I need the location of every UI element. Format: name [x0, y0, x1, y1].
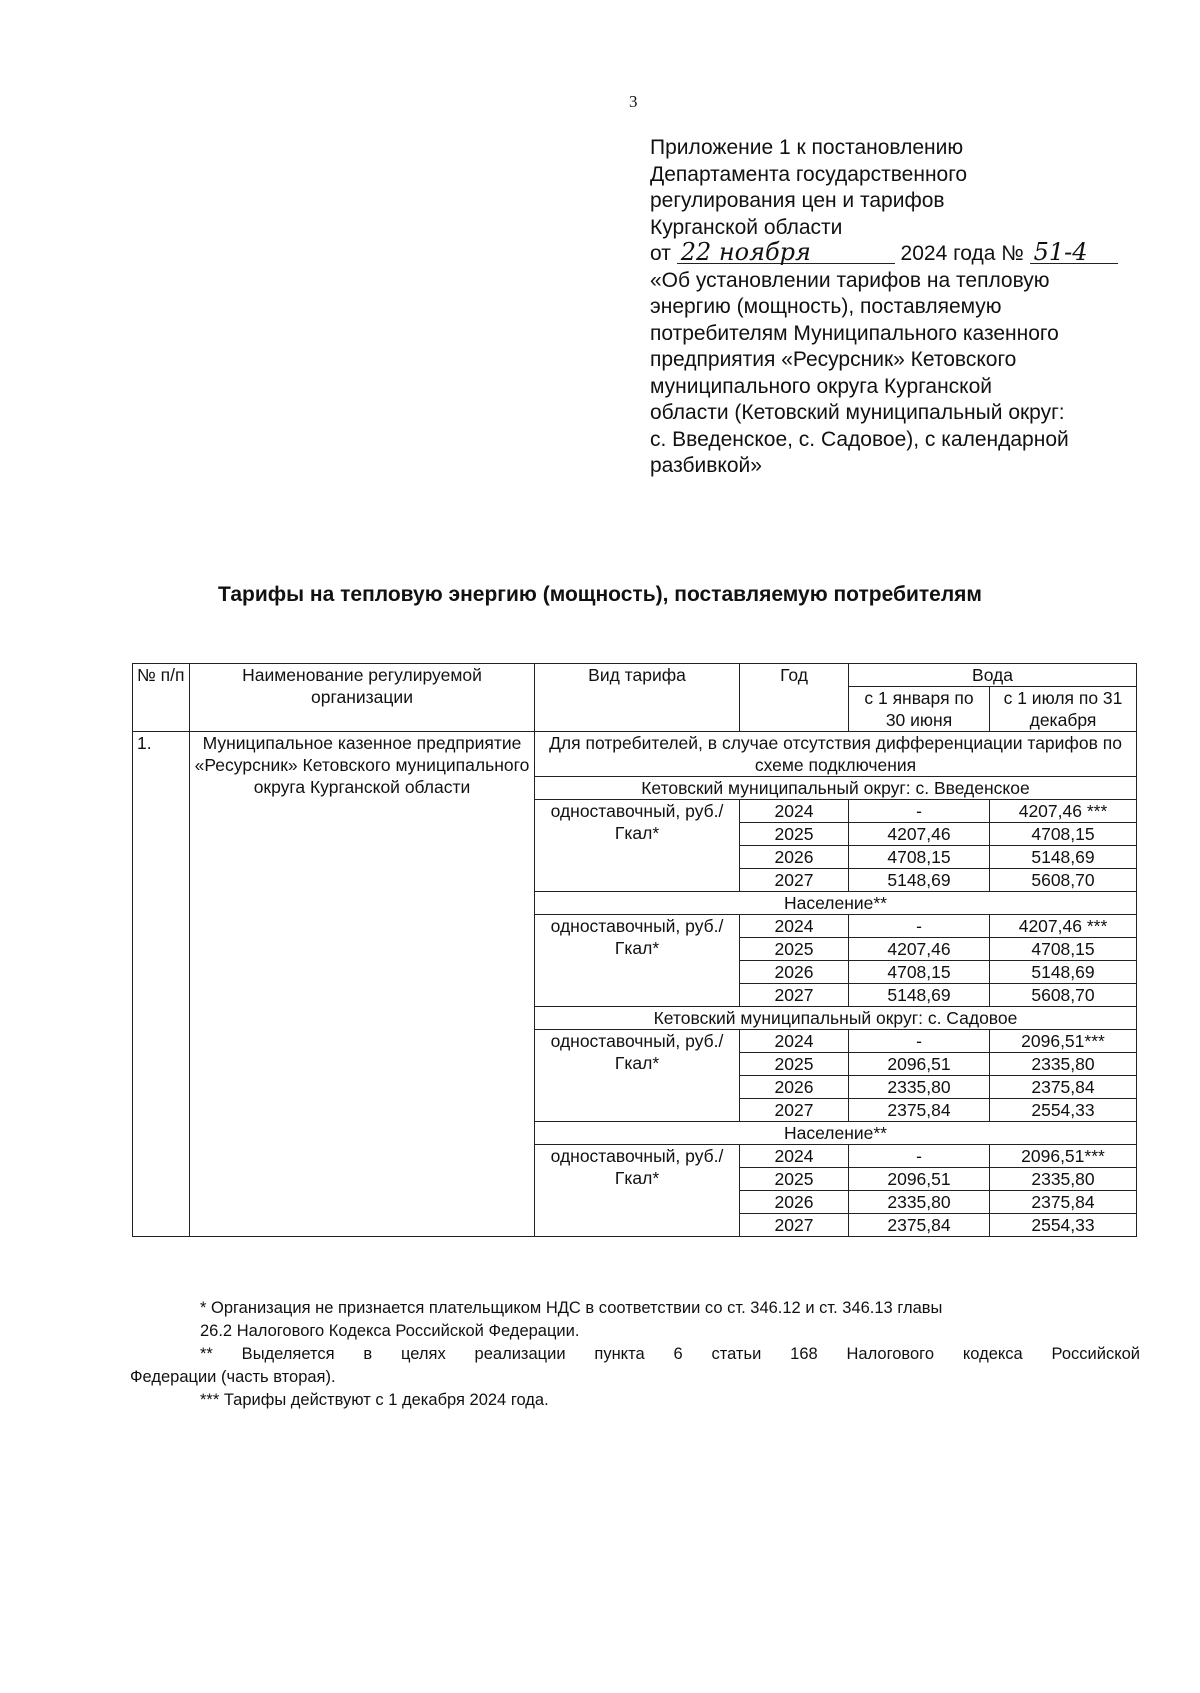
year-cell: 2025 [740, 938, 849, 961]
header-org: Наименование регулируемой организации [190, 664, 535, 732]
footnote-1-line2: 26.2 Налогового Кодекса Российской Федерации. [200, 1322, 580, 1340]
tariff-type: одноставочный, руб./Гкал* [535, 1145, 740, 1237]
period1-value: 4708,15 [849, 846, 990, 869]
year-cell: 2024 [740, 1030, 849, 1053]
district-label: Кетовский муниципальный округ: с. Садовое [535, 1007, 1137, 1030]
footnotes [130, 1297, 1140, 1412]
subject-line: с. Введенское, с. Садовое), с календарной [650, 427, 1069, 451]
period1-value: 4708,15 [849, 961, 990, 984]
tariff-type: одноставочный, руб./Гкал* [535, 800, 740, 892]
period2-value: 2335,80 [990, 1053, 1137, 1076]
appendix-line: Курганской области [650, 215, 843, 239]
subject-line: «Об установлении тарифов на тепловую [650, 268, 1050, 292]
consumer-note: Для потребителей, в случае отсутствия дифференциации тарифов по схеме подключения [535, 732, 1137, 777]
period1-value: - [849, 1145, 990, 1168]
footnote-1-line1: * Организация не признается плательщиком НДС в соответствии со ст. 346.12 и ст. 346.13 главы [200, 1299, 943, 1317]
tariff-type: одноставочный, руб./Гкал* [535, 1030, 740, 1122]
period2-value: 5148,69 [990, 846, 1137, 869]
year-cell: 2026 [740, 1076, 849, 1099]
year-text: 2024 года № [900, 242, 1024, 265]
period1-value: - [849, 800, 990, 823]
year-cell: 2027 [740, 984, 849, 1007]
page-number: 3 [629, 92, 638, 111]
period1-value: 2375,84 [849, 1214, 990, 1237]
appendix-line: Департамента государственного [650, 162, 968, 186]
period2-value: 2554,33 [990, 1099, 1137, 1122]
period2-value: 4207,46 *** [990, 915, 1137, 938]
period2-value: 2375,84 [990, 1076, 1137, 1099]
period1-value: 2375,84 [849, 1099, 990, 1122]
period1-value: 2335,80 [849, 1191, 990, 1214]
period2-value: 4207,46 *** [990, 800, 1137, 823]
date-line [650, 238, 1170, 268]
period1-value: 5148,69 [849, 984, 990, 1007]
tariff-type: одноставочный, руб./Гкал* [535, 915, 740, 1007]
appendix-line: Приложение 1 к постановлению [650, 136, 964, 159]
year-cell: 2025 [740, 823, 849, 846]
header-tariff-type: Вид тарифа [535, 664, 740, 732]
subject-line: предприятия «Ресурсник» Кетовского [650, 348, 1017, 371]
period2-value: 2375,84 [990, 1191, 1137, 1214]
table-row [133, 732, 1137, 777]
population-label: Население** [535, 1122, 1137, 1145]
header-no: № п/п [133, 664, 190, 732]
appendix-header [650, 135, 1170, 480]
header-period2: с 1 июля по 31 декабря [990, 687, 1137, 732]
district-label: Кетовский муниципальный округ: с. Введенское [535, 777, 1137, 800]
subject-line: потребителям Муниципального казенного [650, 321, 1059, 345]
subject-line: области (Кетовский муниципальный округ: [650, 401, 1065, 424]
row-number: 1. [133, 732, 190, 1237]
period1-value: 4207,46 [849, 938, 990, 961]
year-cell: 2025 [740, 1053, 849, 1076]
period2-value: 5148,69 [990, 961, 1137, 984]
subject-line: муниципального округа Курганской [650, 374, 992, 398]
handwritten-date: 22 ноября [677, 241, 895, 264]
year-cell: 2025 [740, 1168, 849, 1191]
footnote-3: *** Тарифы действуют с 1 декабря 2024 года. [200, 1391, 549, 1409]
period2-value: 2554,33 [990, 1214, 1137, 1237]
footnote-2-line1: ** Выделяется в целях реализации пункта 6 статьи 168 Налогового кодекса Российской [200, 1345, 1140, 1363]
year-cell: 2027 [740, 1099, 849, 1122]
period2-value: 2096,51*** [990, 1145, 1137, 1168]
period2-value: 5608,70 [990, 984, 1137, 1007]
year-cell: 2027 [740, 1214, 849, 1237]
header-row [133, 664, 1137, 687]
org-name: Муниципальное казенное предприятие «Ресурсник» Кетовского муниципального округа Курганской области [190, 732, 535, 1237]
period1-value: 5148,69 [849, 869, 990, 892]
period1-value: 4207,46 [849, 823, 990, 846]
appendix-line: регулирования цен и тарифов [650, 189, 945, 212]
year-cell: 2026 [740, 1191, 849, 1214]
population-label: Население** [535, 892, 1137, 915]
date-prefix: от [650, 242, 671, 265]
year-cell: 2026 [740, 846, 849, 869]
header-year: Год [740, 664, 849, 732]
period1-value: 2335,80 [849, 1076, 990, 1099]
year-cell: 2024 [740, 915, 849, 938]
period1-value: - [849, 1030, 990, 1053]
header-period1: с 1 января по 30 июня [849, 687, 990, 732]
handwritten-number: 51-4 [1030, 241, 1118, 264]
period2-value: 4708,15 [990, 938, 1137, 961]
header-water: Вода [849, 664, 1137, 687]
subject-line: разбивкой» [650, 454, 762, 477]
year-cell: 2027 [740, 869, 849, 892]
year-cell: 2024 [740, 1145, 849, 1168]
period1-value: 2096,51 [849, 1168, 990, 1191]
year-cell: 2026 [740, 961, 849, 984]
period1-value: 2096,51 [849, 1053, 990, 1076]
period2-value: 2335,80 [990, 1168, 1137, 1191]
period2-value: 2096,51*** [990, 1030, 1137, 1053]
year-cell: 2024 [740, 800, 849, 823]
subject-line: энергию (мощность), поставляемую [650, 295, 1002, 318]
footnote-2-line2: Федерации (часть вторая). [130, 1368, 336, 1386]
period2-value: 4708,15 [990, 823, 1137, 846]
period2-value: 5608,70 [990, 869, 1137, 892]
period1-value: - [849, 915, 990, 938]
document-title: Тарифы на тепловую энергию (мощность), поставляемую потребителям [218, 583, 982, 606]
tariffs-table [132, 663, 1137, 1237]
